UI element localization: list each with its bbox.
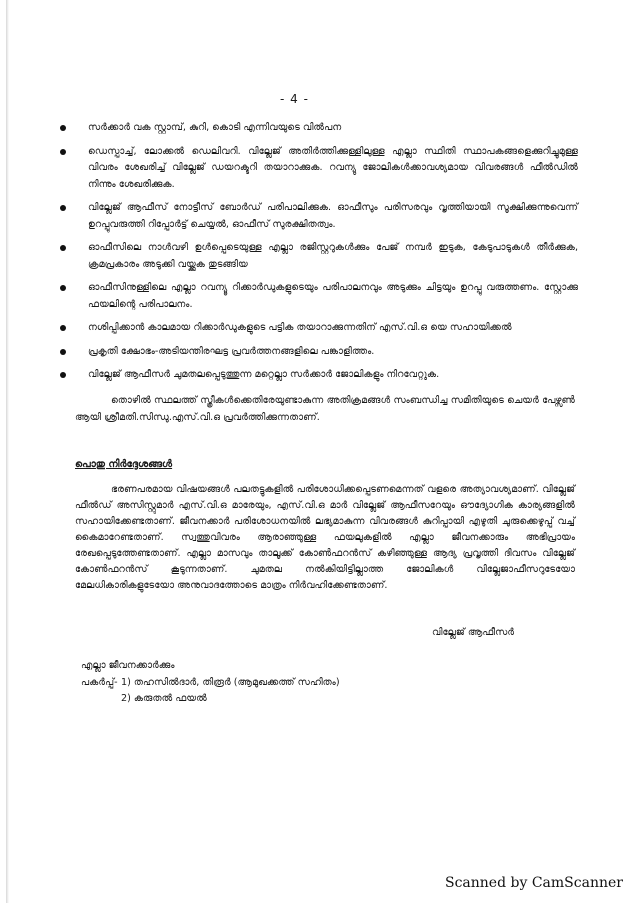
list-item bbox=[58, 367, 578, 384]
list-item bbox=[58, 280, 578, 313]
list-item bbox=[58, 120, 578, 137]
signature-designation: വില്ലേജ് ആഫീസർ bbox=[432, 627, 515, 638]
bullet-text: സർക്കാർ വക സ്റ്റാമ്പ്, കുറി, കൊടി എന്നിവയുടെ വിൽപന bbox=[88, 122, 342, 133]
list-item bbox=[58, 344, 578, 361]
copy-row bbox=[81, 675, 340, 691]
copy-label: പകർപ്പ്- bbox=[81, 677, 118, 688]
list-item bbox=[58, 320, 578, 337]
duty-bullet-list bbox=[58, 120, 578, 391]
bullet-icon bbox=[60, 325, 66, 331]
copy-item-2: 2) കരുതൽ ഫയൽ bbox=[121, 693, 207, 704]
general-instructions-paragraph: ഭരണപരമായ വിഷയങ്ങൾ പലതട്ടുകളിൽ പരിശോധിക്കപ്പെടണമെന്നത് വളരെ അത്യാവശ്യമാണ്. വില്ലേജ് ഫീൽഡ് അസിസ്റ്റുമാർ എസ്.വി.ഒ മാരേയും, എസ്.വി.ഒ മാർ വില്ലേജ് ആഫീസറേയും ഔദ്യോഗിക കാര്യങ്ങളിൽ സഹായിക്കേണ്ടതാണ്. ജീവനക്കാർ പരിശോധനയിൽ ലഭ്യമാകുന്ന വിവരങ്ങൾ കുറിപ്പായി എഴുതി ചുരുക്കെഴുപ്പ് വച്ച് കൈമാറേണ്ടതാണ്. സ്വത്തുവിവരം ആരാഞ്ഞുള്ള ഫയലുകളിൽ എല്ലാ ജീവനക്കാരും അഭിപ്രായം രേഖപ്പെടുത്തേണ്ടതാണ്. എല്ലാ മാസവും താലൂക്ക് കോൺഫറൻസ് കഴിഞ്ഞുള്ള ആദ്യ പ്രവൃത്തി ദിവസം വില്ലേജ് കോൺഫറൻസ് കൂടുന്നതാണ്. ചുമതല നൽകിയിട്ടില്ലാത്ത ജോലികൾ വില്ലേജാഫീസറുടേയോ മേലധികാരികളുടേയോ അനുവാദത്തോടെ മാത്രം നിർവഹിക്കേണ്ടതാണ്. bbox=[75, 484, 575, 591]
copy-item-1: 1) തഹസിൽദാർ, തിരൂർ (ആമുഖക്കത്ത് സഹിതം) bbox=[121, 677, 340, 688]
bullet-icon bbox=[60, 285, 66, 291]
list-item bbox=[58, 144, 578, 194]
scanner-watermark: Scanned by CamScanner bbox=[445, 875, 623, 891]
recipient-line: എല്ലാ ജീവനക്കാർക്കും bbox=[81, 660, 175, 671]
bullet-icon bbox=[60, 245, 66, 251]
bullet-icon bbox=[60, 205, 66, 211]
bullet-text: വില്ലേജ് ആഫീസ് നോട്ടീസ് ബോർഡ് പരിപാലിക്കുക. ഓഫീസും പരിസരവും വൃത്തിയായി സൂക്ഷിക്കുന്നുവെന്ന് ഉറപ്പുവരുത്തി റിപ്പോർട്ട് ചെയ്യൽ, ഓഫീസ് സുരക്ഷിതത്വം. bbox=[88, 202, 578, 230]
general-instructions-heading: പൊതു നിർദ്ദേശങ്ങൾ bbox=[75, 459, 173, 470]
committee-paragraph: തൊഴിൽ സ്ഥലത്ത് സ്ത്രീകൾക്കെതിരേയുണ്ടാകുന്ന അതിക്രമങ്ങൾ സംബന്ധിച്ച സമിതിയുടെ ചെയർ പേഴ്സൺ ആയി ശ്രീമതി.സിന്ധു.എസ്.വി.ഒ പ്രവർത്തിക്കുന്നതാണ്. bbox=[75, 395, 575, 423]
bullet-text: പ്രകൃതി ക്ഷോഭം-അടിയന്തിരഘട്ട പ്രവർത്തനങ്ങളിലെ പങ്കാളിത്തം. bbox=[88, 345, 375, 357]
bullet-icon bbox=[60, 372, 66, 378]
bullet-text: നശിപ്പിക്കാൻ കാലമായ റിക്കാർഡുകളുടെ പട്ടിക തയാറാക്കുന്നതിന് എസ്.വി.ഒ യെ സഹായിക്കൽ bbox=[88, 322, 512, 333]
page-edge-shadow bbox=[6, 0, 9, 903]
list-item bbox=[58, 240, 578, 273]
bullet-text: ഡെസ്പാച്ച്, ലോക്കൽ ഡെലിവറി. വില്ലേജ് അതിർത്തിക്കുള്ളിലുള്ള എല്ലാ സ്ഥിതി സ്ഥാപകങ്ങളെക്കുറിച്ചുമുള്ള വിവരം ശേഖരിച്ച് വില്ലേജ് ഡയറക്ടറി തയാറാക്കുക. റവന്യു ജോലികൾക്കാവശ്യമായ വിവരങ്ങൾ ഫീൽഡിൽ നിന്നും ശേഖരിക്കുക. bbox=[88, 145, 578, 190]
list-item bbox=[58, 200, 578, 233]
copy-to-block bbox=[81, 675, 340, 707]
bullet-icon bbox=[60, 125, 66, 131]
bullet-text: വില്ലേജ് ആഫീസർ ചുമതലപ്പെടുത്തുന്ന മറ്റെല്ലാ സർക്കാർ ജോലികളും നിറവേറ്റുക. bbox=[88, 369, 440, 380]
bullet-text: ഓഫീസിലെ നാൾവഴി ഉൾപ്പെടെയുള്ള എല്ലാ രജിസ്റ്ററുകൾക്കും പേജ് നമ്പർ ഇടുക, കേടുപാടുകൾ തീർക്കുക, ക്രമപ്രകാരം അടുക്കി വയ്ക്കുക തുടങ്ങിയ bbox=[88, 242, 578, 270]
bullet-text: ഓഫീസിനുള്ളിലെ എല്ലാ റവന്യൂ റിക്കാർഡുകളുടെയും പരിപാലനവും അടുക്കും ചിട്ടയും ഉറപ്പു വരുത്തണം. സ്റ്റോക്കു ഫയലിന്റെ പരിപാലനം. bbox=[88, 282, 578, 310]
bullet-icon bbox=[60, 149, 66, 155]
page-number: - 4 - bbox=[280, 92, 309, 106]
bullet-icon bbox=[60, 349, 66, 355]
